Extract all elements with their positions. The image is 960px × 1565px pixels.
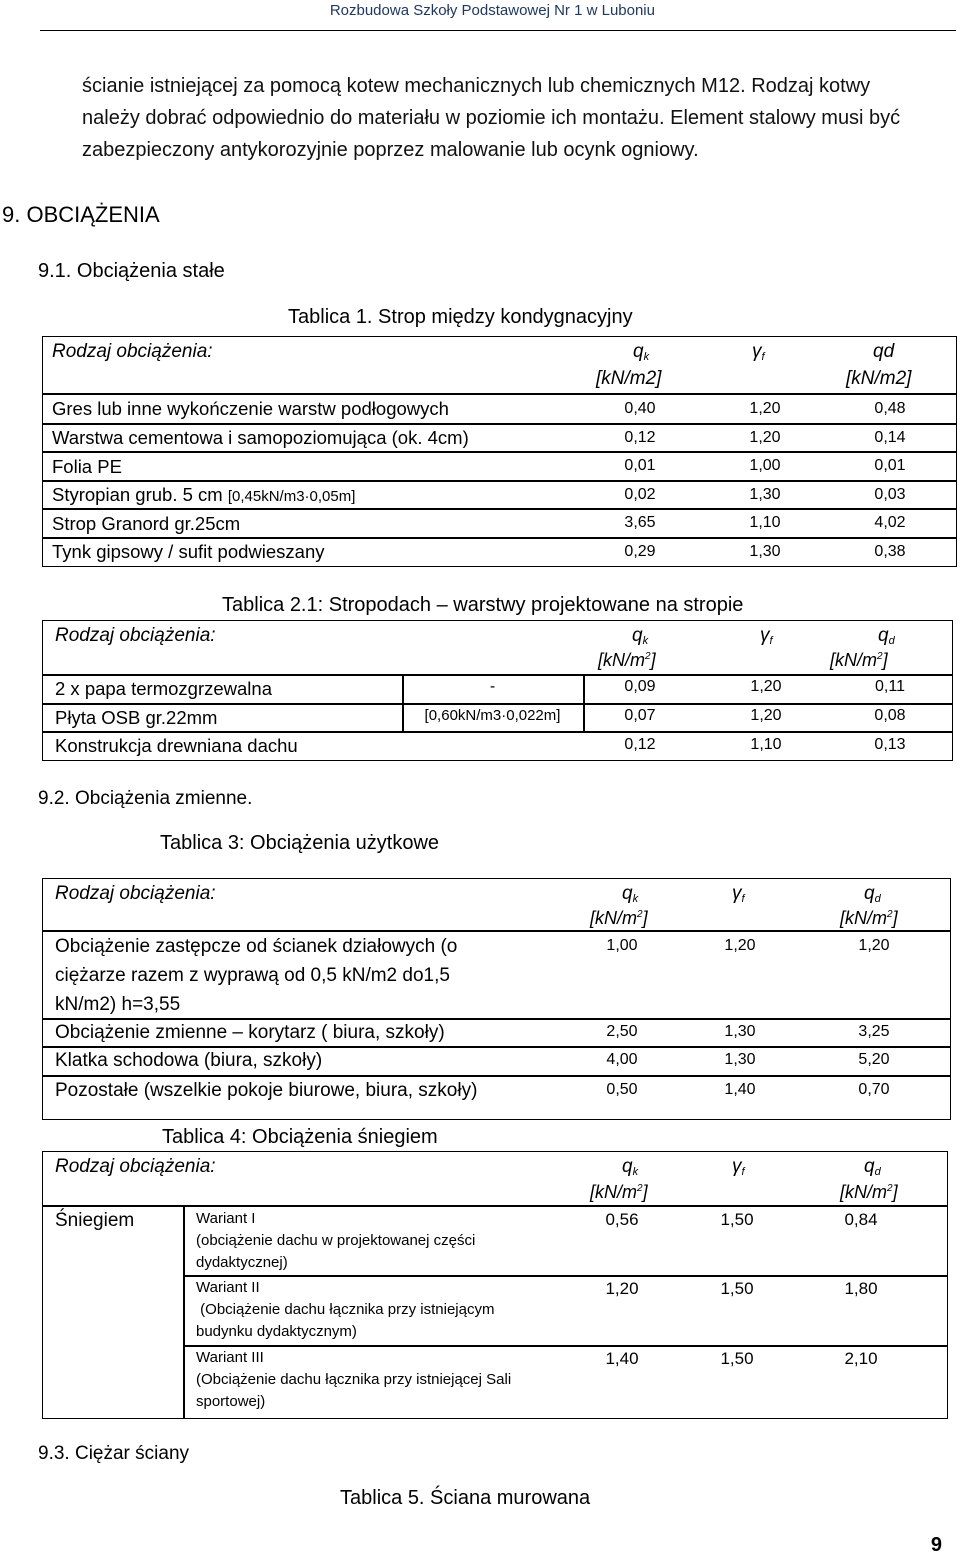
table3-rule — [42, 1018, 951, 1020]
table3-rule — [42, 1075, 951, 1077]
table4-variant-desc: (Obciążenie dachu łącznika przy istniejącej Sali — [196, 1371, 512, 1388]
table2-row-qd: 0,11 — [875, 678, 905, 695]
table1-rule — [42, 451, 957, 453]
table1-head-unit1: [kN/m2] — [596, 368, 662, 389]
table1-row-gf: 1,20 — [749, 400, 781, 417]
table1-caption: Tablica 1. Strop między kondygnacyjny — [288, 306, 633, 328]
table4-head-unit2: $[kN/m^2]$ — [840, 1182, 898, 1202]
table5-caption: Tablica 5. Ściana murowana — [340, 1487, 591, 1509]
table1-row-label: Warstwa cementowa i samopoziomująca (ok. 4cm) — [52, 427, 469, 448]
table4-variant-desc: budynku dydaktycznym) — [196, 1323, 357, 1340]
table4-row-gf: 1,50 — [720, 1279, 754, 1298]
table4-row-qd: 0,84 — [844, 1210, 878, 1229]
table4-variant-desc: dydaktycznej) — [196, 1254, 288, 1271]
table2-row-gf: 1,20 — [750, 707, 782, 724]
section-heading-9-1: 9.1. Obciążenia stałe — [38, 260, 225, 282]
table4-caption: Tablica 4: Obciążenia śniegiem — [162, 1126, 438, 1148]
table1-row-qd: 0,14 — [874, 429, 906, 446]
table3-row-label: Obciążenie zmienne – korytarz ( biura, szkoły) — [55, 1022, 445, 1043]
table3-head-unit2: $[kN/m^2]$ — [840, 908, 898, 928]
section-heading-9: 9. OBCIĄŻENIA — [2, 202, 160, 227]
table2-row-qk: 0,12 — [624, 736, 656, 753]
table4-row-qk: 0,56 — [605, 1210, 639, 1229]
page-number: 9 — [930, 1534, 942, 1556]
table1-head-gf: $\gamma_f$ — [752, 341, 765, 363]
table1-row-qk: 0,29 — [624, 543, 656, 560]
table4-row-qk: 1,20 — [605, 1279, 639, 1298]
table3-row-qk: 4,00 — [606, 1051, 638, 1068]
table2-row-note: - — [489, 678, 496, 695]
table1-row-qk: 0,12 — [624, 429, 656, 446]
section-heading-9-2: 9.2. Obciążenia zmienne. — [38, 788, 253, 809]
table2-row-label: 2 x papa termozgrzewalna — [55, 678, 272, 699]
table1-row-qd: 4,02 — [874, 514, 906, 531]
table4-head-unit1: $[kN/m^2]$ — [590, 1182, 648, 1202]
table1-row-qd: 0,38 — [874, 543, 906, 560]
table3-row-qd: 1,20 — [858, 937, 890, 954]
table1-row-label: Gres lub inne wykończenie warstw podłogowych — [52, 398, 449, 419]
table2-head-label: Rodzaj obciążenia: — [55, 625, 216, 646]
section-heading-9-3: 9.3. Ciężar ściany — [38, 1443, 190, 1464]
table4-rule — [183, 1345, 948, 1347]
table2-row-qk: 0,09 — [624, 678, 656, 695]
running-header: Rozbudowa Szkoły Podstawowej Nr 1 w Luboniu — [329, 2, 655, 19]
table3-head-rule — [42, 930, 951, 932]
table2-row-qk: 0,07 — [624, 707, 656, 724]
table1-row-qk: 0,40 — [624, 400, 656, 417]
table3-row-qd: 3,25 — [858, 1023, 890, 1040]
table4-row-qd: 1,80 — [844, 1279, 878, 1298]
table1-head-qk: $q_k$ — [633, 341, 650, 363]
table3-row-qk: 1,00 — [606, 937, 638, 954]
table4-variant-title: Wariant II — [196, 1279, 260, 1296]
table3-head-label: Rodzaj obciążenia: — [55, 883, 216, 904]
table3-row-qd: 5,20 — [858, 1051, 890, 1068]
table1-row-gf: 1,30 — [749, 543, 781, 560]
table2-col-rule — [583, 674, 585, 731]
table2-head-unit2: $[kN/m^2]$ — [830, 650, 888, 670]
table4-head-label: Rodzaj obciążenia: — [55, 1156, 216, 1177]
table4-variant-title: Wariant I — [196, 1210, 256, 1227]
table4-rule — [183, 1275, 948, 1277]
table3-row-qd: 0,70 — [858, 1081, 890, 1098]
table3-row-label-line: Obciążenie zastępcze od ścianek działowych (o — [55, 936, 458, 957]
table2-row-qd: 0,13 — [874, 736, 906, 753]
table1-row-qd: 0,48 — [874, 400, 906, 417]
table1-head-unit2: [kN/m2] — [846, 368, 912, 389]
table1-row-qk: 0,02 — [624, 486, 656, 503]
table2-row-note: [0,60kN/m3·0,022m] — [424, 707, 561, 724]
table2-row-gf: 1,10 — [750, 736, 782, 753]
table4-variant-desc: sportowej) — [196, 1393, 266, 1410]
table1-row-qd: 0,01 — [874, 457, 906, 474]
table3-row-label-line: ciężarze razem z wyprawą od 0,5 kN/m2 do1,5 — [55, 965, 450, 986]
table4-row-gf: 1,50 — [720, 1210, 754, 1229]
table3-row-qk: 0,50 — [606, 1081, 638, 1098]
table4-head-gf: $\gamma_f$ — [732, 1156, 745, 1178]
table2-rule — [42, 703, 953, 705]
table3-caption: Tablica 3: Obciążenia użytkowe — [160, 832, 440, 854]
table2-rule — [42, 731, 953, 733]
table4-variant-title: Wariant III — [196, 1349, 264, 1366]
table1-row-label: Styropian grub. 5 cm [0,45kN/m3·0,05m] — [52, 484, 356, 505]
table2-head-rule — [42, 674, 953, 676]
table4-group-label: Śniegiem — [55, 1210, 135, 1231]
table1-head-qd: qd — [873, 341, 895, 362]
table4-row-qd: 2,10 — [844, 1349, 878, 1368]
table1-row-gf: 1,30 — [749, 486, 781, 503]
table3-row-gf: 1,30 — [724, 1051, 756, 1068]
intro-paragraph: ścianie istniejącej za pomocą kotew mechanicznych lub chemicznych M12. Rodzaj kotwy należy dobrać odpowiednio do materiału w poziomie ich montażu. Element stalowy musi być zabezpieczony antykorozyjnie poprzez malowanie lub ocynk ogniowy. — [82, 75, 901, 161]
table4-variant-desc: (obciążenie dachu w projektowanej części — [196, 1232, 476, 1249]
table2-head-qk: $q_k$ — [632, 625, 649, 647]
header-rule — [40, 30, 956, 31]
table3-row-gf: 1,20 — [724, 937, 756, 954]
table3-row-label: Pozostałe (wszelkie pokoje biurowe, biura, szkoły) — [55, 1080, 478, 1101]
table3-head-gf: $\gamma_f$ — [732, 883, 745, 905]
table4-head-rule — [42, 1205, 948, 1207]
table2-row-label: Płyta OSB gr.22mm — [55, 707, 218, 728]
table2-row-gf: 1,20 — [750, 678, 782, 695]
table1-head-rule — [42, 393, 957, 395]
table1-head-label: Rodzaj obciążenia: — [52, 341, 213, 362]
table1-row-qk: 0,01 — [624, 457, 656, 474]
table1-row-qd: 0,03 — [874, 486, 906, 503]
table1-row-label: Strop Granord gr.25cm — [52, 513, 241, 534]
table3-head-qk: $q_k$ — [622, 883, 639, 905]
table1-row-label: Tynk gipsowy / sufit podwieszany — [52, 541, 325, 562]
table3-row-gf: 1,40 — [724, 1081, 756, 1098]
table4-col-rule — [183, 1205, 185, 1419]
table1-rule — [42, 423, 957, 425]
table3-rule — [42, 1046, 951, 1048]
table4-row-gf: 1,50 — [720, 1349, 754, 1368]
table4-row-qk: 1,40 — [605, 1349, 639, 1368]
table1-rule — [42, 537, 957, 539]
table2-head-unit1: $[kN/m^2]$ — [598, 650, 656, 670]
table3-row-qk: 2,50 — [606, 1023, 638, 1040]
table2-row-qd: 0,08 — [874, 707, 906, 724]
table1-rule — [42, 480, 957, 482]
table1-row-qk: 3,65 — [624, 514, 656, 531]
table1-rule — [42, 508, 957, 510]
table4-head-qd: $q_d$ — [864, 1156, 881, 1178]
table3-head-unit1: $[kN/m^2]$ — [590, 908, 648, 928]
table4-variant-desc: (Obciążenie dachu łącznika przy istniejącym — [196, 1301, 495, 1318]
table3-head-qd: $q_d$ — [864, 883, 881, 905]
table2-caption: Tablica 2.1: Stropodach – warstwy projektowane na stropie — [222, 594, 744, 616]
table1-row-label: Folia PE — [52, 456, 122, 477]
table3-row-gf: 1,30 — [724, 1023, 756, 1040]
table2-row-label: Konstrukcja drewniana dachu — [55, 735, 298, 756]
table2-head-qd: $q_d$ — [878, 625, 895, 647]
table3-row-label-line: kN/m2) h=3,55 — [55, 994, 181, 1015]
table1-row-gf: 1,10 — [749, 514, 781, 531]
table1-row-gf: 1,20 — [749, 429, 781, 446]
table4-head-qk: $q_k$ — [622, 1156, 639, 1178]
table2-head-gf: $\gamma_f$ — [760, 625, 773, 647]
table3-row-label: Klatka schodowa (biura, szkoły) — [55, 1050, 323, 1071]
table1-row-gf: 1,00 — [749, 457, 781, 474]
